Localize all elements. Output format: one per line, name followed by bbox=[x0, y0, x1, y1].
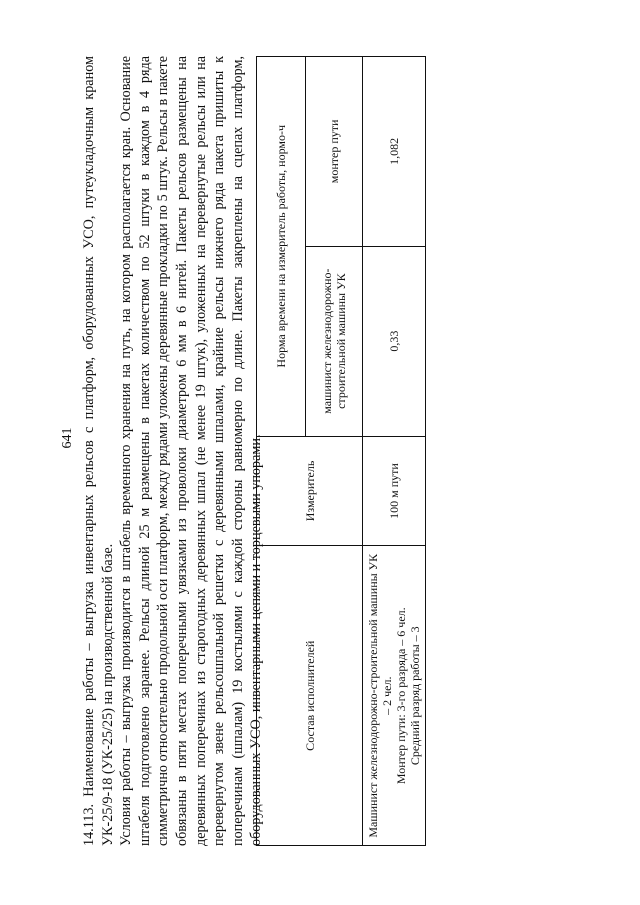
table-row bbox=[363, 57, 426, 846]
time-norms-table bbox=[256, 56, 426, 846]
header-unit: Измеритель bbox=[257, 436, 363, 546]
work-title-paragraph: 14.113. Наименование работы – выгрузка инвентарных рельсов с платформ, оборудованных УСО, путеукладочным краном УК-25/9-18 (УК-25/25) на производственной базе. bbox=[81, 56, 116, 846]
cell-norm-machinist: 0,33 bbox=[363, 246, 426, 436]
cell-unit: 100 м пути bbox=[363, 436, 426, 546]
rotated-page bbox=[60, 50, 620, 850]
subheader-machinist: машинист железнодорожно-строительной машины УК bbox=[306, 246, 363, 436]
header-staff: Состав исполнителей bbox=[257, 546, 363, 846]
staff-average-grade: Средний разряд работы – 3 bbox=[408, 626, 422, 766]
header-norm: Норма времени на измеритель работы, нормо-ч bbox=[257, 57, 306, 437]
cell-staff bbox=[363, 546, 426, 846]
table-header-row bbox=[257, 57, 306, 846]
staff-machinist: Машинист железнодорожно-строительной машины УК – 2 чел. bbox=[366, 553, 394, 838]
subheader-track-worker: монтер пути bbox=[306, 57, 363, 247]
work-description bbox=[80, 56, 266, 846]
staff-track-workers: Монтер пути: 3-го разряда – 6 чел. bbox=[394, 607, 408, 785]
page-number: 641 bbox=[60, 427, 75, 449]
cell-norm-track-worker: 1,082 bbox=[363, 57, 426, 247]
work-conditions-paragraph: Условия работы – выгрузка производится в штабель временного хранения на путь, на котором располагается кран. Основание штабеля подготовлено заранее. Рельсы длиной 25 м размещены в пакетах количеством по 52 штуки в каждом в 4 ряда симметрично относительно продольной оси платформ, между рядами уложены деревянные прокладки по 5 штук. Рельсы в пакете обвязаны в пяти местах поперечными увязками из проволоки диаметром 6 мм в 6 нитей. Пакеты рельсов размещены на деревянных поперечинах из старогодных деревянных шпал (не менее 19 штук), уложенных на перевернутые рельсы или на перевернутом звене рельсошпальной решетки с деревянными шпалами, крайние рельсы нижнего ряда пакета пришиты к поперечинам (шпалам) 19 костылями с каждой стороны равномерно по длине. Пакеты закреплены на сцепах платформ, оборудованных УСО, инвентарными цепями и торцевыми упорами. bbox=[118, 56, 265, 846]
